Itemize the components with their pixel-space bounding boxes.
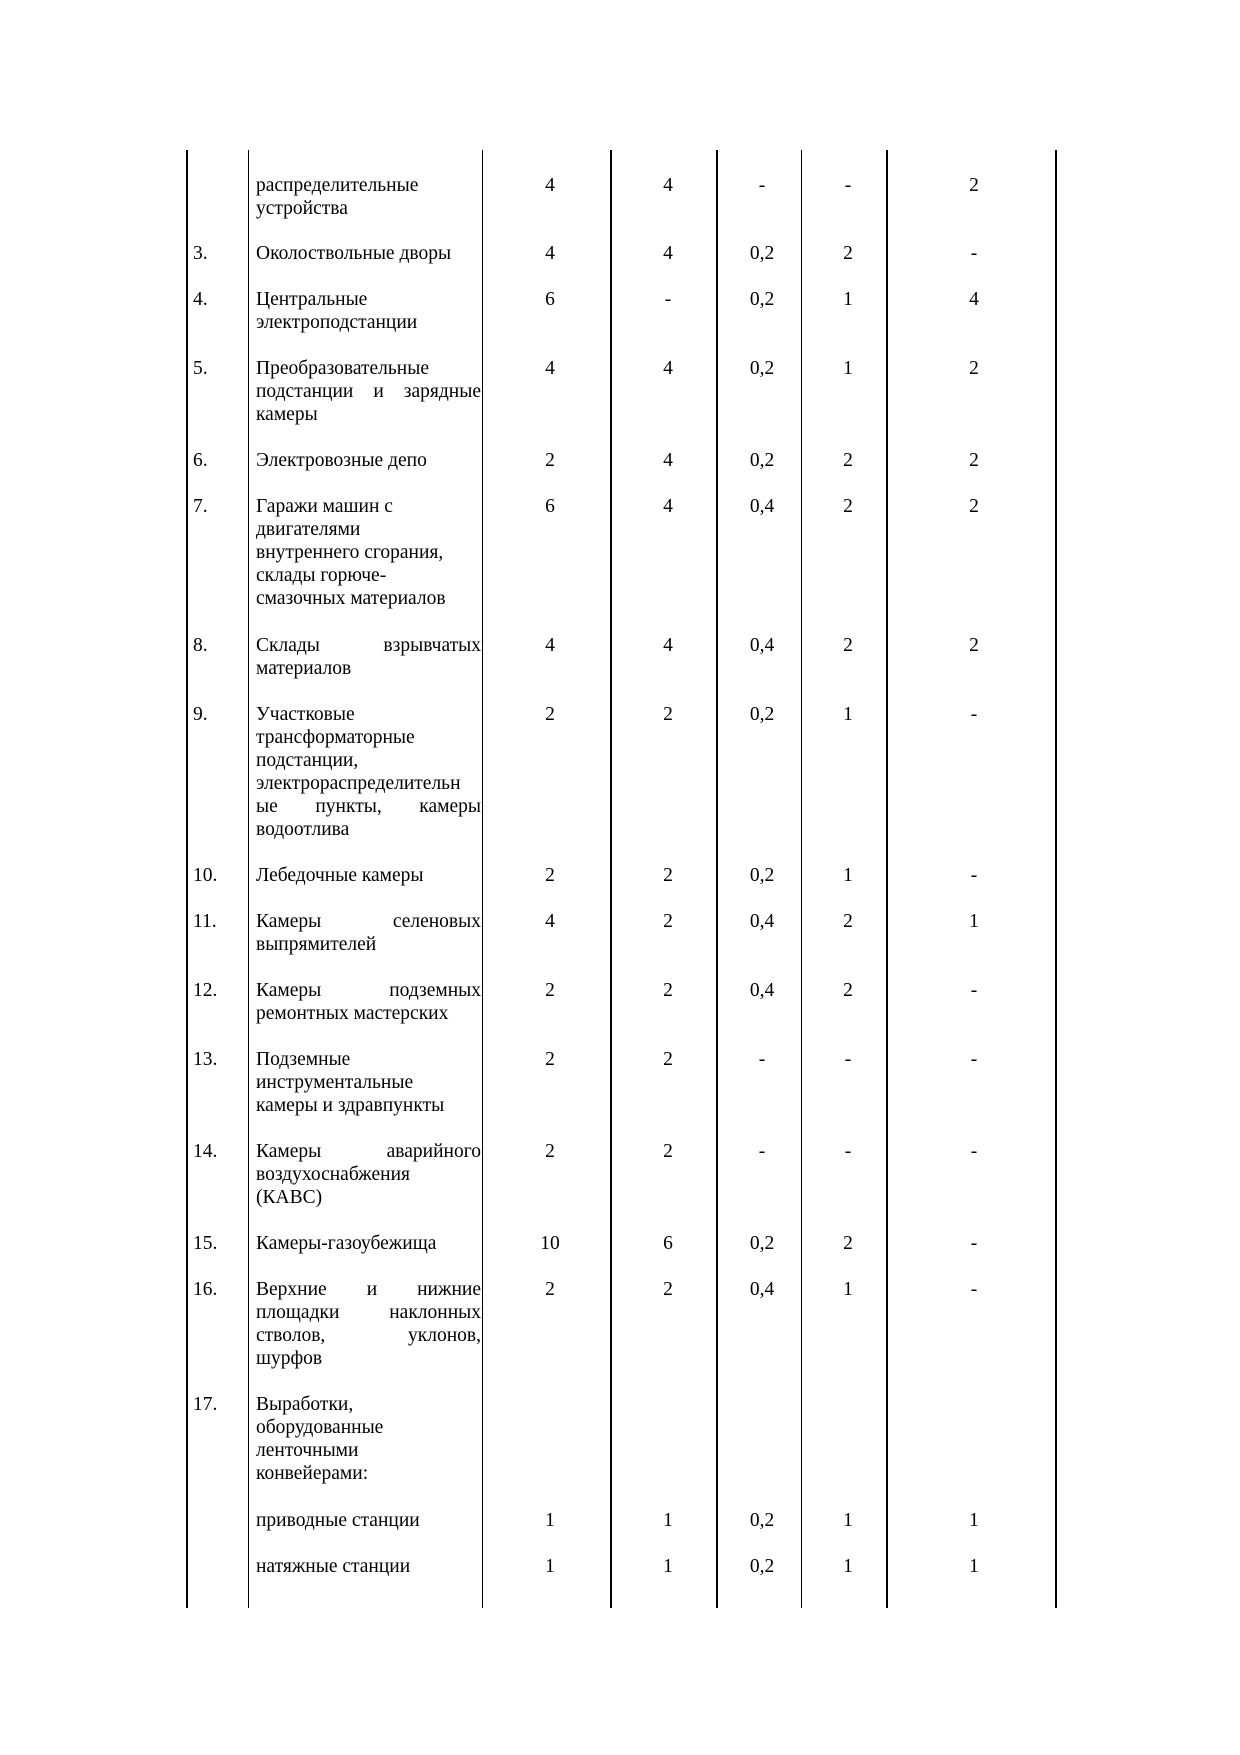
row-name-line: Камеры подземных — [256, 980, 481, 1001]
value-col-3: 0,2 — [749, 865, 775, 886]
row-name-line: водоотлива — [256, 819, 350, 840]
value-col-4: 2 — [843, 635, 853, 656]
value-col-1: 2 — [545, 450, 555, 471]
column-divider-3 — [610, 150, 612, 1608]
value-col-2: 1 — [663, 1556, 673, 1577]
row-name — [256, 288, 481, 334]
row-name — [256, 634, 481, 680]
value-col-1: 2 — [545, 1049, 555, 1070]
value-col-3: 0,2 — [749, 289, 775, 310]
row-name-line: Околоствольные дворы — [256, 243, 452, 264]
value-col-3: 0,4 — [749, 1279, 775, 1300]
column-divider-2 — [482, 150, 483, 1608]
row-name-line: Гаражи машин с — [256, 496, 393, 517]
value-col-3: 0,4 — [749, 980, 775, 1001]
row-name — [256, 1509, 481, 1532]
row-number: 8. — [193, 635, 208, 656]
value-col-2: 2 — [663, 865, 673, 886]
value-col-1: 2 — [545, 1279, 555, 1300]
row-name-line: Центральные — [256, 289, 368, 310]
row-name-line: ленточными — [256, 1440, 359, 1461]
value-col-4: - — [844, 1049, 852, 1070]
value-col-2: 4 — [663, 635, 673, 656]
row-number: 16. — [193, 1279, 218, 1300]
value-col-2: 4 — [663, 175, 673, 196]
row-name-line: воздухоснабжения — [256, 1164, 410, 1185]
value-col-3: 0,2 — [749, 358, 775, 379]
value-col-1: 6 — [545, 496, 555, 517]
value-col-2: - — [664, 289, 672, 310]
row-name-line: шурфов — [256, 1348, 323, 1369]
value-col-5: 1 — [969, 911, 979, 932]
row-name-line: Склады взрывчатых — [256, 635, 481, 656]
value-col-2: 1 — [663, 1510, 673, 1531]
value-col-5: - — [970, 1279, 978, 1300]
row-name-line: Преобразовательные — [256, 358, 429, 379]
value-col-3: 0,4 — [749, 911, 775, 932]
value-col-2: 6 — [663, 1233, 673, 1254]
table-border-left — [186, 150, 188, 1608]
row-number: 13. — [193, 1049, 218, 1070]
row-name — [256, 1232, 481, 1255]
value-col-3: - — [758, 175, 766, 196]
value-col-3: 0,2 — [749, 243, 775, 264]
row-name — [256, 242, 481, 265]
value-col-4: 1 — [843, 358, 853, 379]
row-number: 15. — [193, 1233, 218, 1254]
row-name-line: материалов — [256, 658, 352, 679]
row-number: 4. — [193, 289, 208, 310]
value-col-1: 2 — [545, 1141, 555, 1162]
row-name-line: Электровозные депо — [256, 450, 427, 471]
row-number: 17. — [193, 1394, 218, 1415]
value-col-1: 10 — [540, 1233, 560, 1254]
value-col-4: 1 — [843, 1279, 853, 1300]
row-name-line: двигателями — [256, 519, 361, 540]
row-name-line: Лебедочные камеры — [256, 865, 424, 886]
value-col-3: - — [758, 1141, 766, 1162]
value-col-1: 2 — [545, 865, 555, 886]
row-name-line: электроподстанции — [256, 312, 418, 333]
value-col-4: - — [844, 175, 852, 196]
column-divider-1 — [248, 150, 249, 1608]
row-name-line: выпрямителей — [256, 934, 377, 955]
value-col-2: 4 — [663, 496, 673, 517]
row-name-line: натяжные станции — [256, 1556, 411, 1577]
row-name-line: ые пункты, камеры — [256, 796, 481, 817]
row-number: 11. — [193, 911, 217, 932]
value-col-1: 4 — [545, 243, 555, 264]
row-name — [256, 495, 481, 610]
value-col-4: 1 — [843, 1510, 853, 1531]
value-col-3: 0,4 — [749, 635, 775, 656]
row-name-line: камеры и здравпункты — [256, 1095, 445, 1116]
row-name-line: Камеры-газоубежища — [256, 1233, 437, 1254]
row-name-line: инструментальные — [256, 1072, 414, 1093]
row-name-line: склады горюче- — [256, 565, 387, 586]
value-col-3: 0,2 — [749, 450, 775, 471]
value-col-5: - — [970, 865, 978, 886]
row-name-line: конвейерами: — [256, 1463, 369, 1484]
row-name — [256, 449, 481, 472]
row-name-line: ремонтных мастерских — [256, 1003, 449, 1024]
row-name-line: (КАВС) — [256, 1187, 323, 1208]
row-name-line: устройства — [256, 198, 348, 219]
row-name-line: Камеры аварийного — [256, 1141, 481, 1162]
value-col-1: 6 — [545, 289, 555, 310]
value-col-2: 2 — [663, 1049, 673, 1070]
value-col-4: 1 — [843, 289, 853, 310]
row-name-line: распределительные — [256, 175, 419, 196]
row-name-line: стволов, уклонов, — [256, 1325, 481, 1346]
value-col-4: - — [844, 1141, 852, 1162]
value-col-4: 1 — [843, 865, 853, 886]
value-col-2: 4 — [663, 450, 673, 471]
row-name-line: подстанции и зарядные — [256, 381, 481, 402]
row-name-line: электрораспределительн — [256, 773, 461, 794]
value-col-2: 2 — [663, 1141, 673, 1162]
value-col-5: - — [970, 980, 978, 1001]
value-col-3: 0,2 — [749, 1556, 775, 1577]
value-col-4: 1 — [843, 1556, 853, 1577]
value-col-1: 2 — [545, 980, 555, 1001]
value-col-5: - — [970, 1141, 978, 1162]
value-col-4: 2 — [843, 496, 853, 517]
value-col-5: 2 — [969, 635, 979, 656]
value-col-5: 2 — [969, 450, 979, 471]
value-col-1: 4 — [545, 911, 555, 932]
value-col-3: 0,2 — [749, 704, 775, 725]
row-name — [256, 357, 481, 426]
value-col-4: 2 — [843, 980, 853, 1001]
table-border-right — [1055, 150, 1057, 1608]
row-name-line: внутреннего сгорания, — [256, 542, 444, 563]
row-name — [256, 1140, 481, 1209]
value-col-1: 4 — [545, 175, 555, 196]
row-name-line: Выработки, — [256, 1394, 354, 1415]
value-col-1: 4 — [545, 635, 555, 656]
value-col-2: 2 — [663, 1279, 673, 1300]
value-col-1: 4 — [545, 358, 555, 379]
row-number: 6. — [193, 450, 208, 471]
value-col-5: 1 — [969, 1556, 979, 1577]
value-col-4: 2 — [843, 911, 853, 932]
row-name-line: оборудованные — [256, 1417, 384, 1438]
value-col-2: 4 — [663, 358, 673, 379]
value-col-3: 0,2 — [749, 1510, 775, 1531]
row-name-line: Подземные — [256, 1049, 351, 1070]
row-number: 9. — [193, 704, 208, 725]
row-name-line: приводные станции — [256, 1510, 420, 1531]
row-name — [256, 174, 481, 220]
value-col-4: 2 — [843, 450, 853, 471]
row-number: 3. — [193, 243, 208, 264]
row-number: 12. — [193, 980, 218, 1001]
value-col-5: 2 — [969, 175, 979, 196]
value-col-5: 2 — [969, 358, 979, 379]
row-number: 14. — [193, 1141, 218, 1162]
value-col-1: 1 — [545, 1556, 555, 1577]
row-name-line: смазочных материалов — [256, 588, 446, 609]
value-col-4: 2 — [843, 1233, 853, 1254]
row-name — [256, 864, 481, 887]
value-col-4: 1 — [843, 704, 853, 725]
value-col-3: - — [758, 1049, 766, 1070]
column-divider-4 — [716, 150, 718, 1608]
value-col-4: 2 — [843, 243, 853, 264]
row-name-line: Верхние и нижние — [256, 1279, 481, 1300]
row-name — [256, 1393, 481, 1485]
row-number: 7. — [193, 496, 208, 517]
row-name-line: площадки наклонных — [256, 1302, 481, 1323]
row-number: 10. — [193, 865, 218, 886]
value-col-5: - — [970, 243, 978, 264]
row-name — [256, 910, 481, 956]
value-col-5: 4 — [969, 289, 979, 310]
value-col-2: 2 — [663, 980, 673, 1001]
row-name — [256, 1278, 481, 1370]
row-name-line: Камеры селеновых — [256, 911, 481, 932]
value-col-5: - — [970, 1233, 978, 1254]
row-name — [256, 979, 481, 1025]
value-col-1: 1 — [545, 1510, 555, 1531]
value-col-1: 2 — [545, 704, 555, 725]
row-number: 5. — [193, 358, 208, 379]
value-col-2: 2 — [663, 911, 673, 932]
row-name-line: Участковые — [256, 704, 355, 725]
row-name — [256, 1048, 481, 1117]
value-col-5: - — [970, 1049, 978, 1070]
row-name-line: трансформаторные — [256, 727, 415, 748]
value-col-2: 2 — [663, 704, 673, 725]
row-name-line: подстанции, — [256, 750, 359, 771]
row-name — [256, 1555, 481, 1578]
row-name-line: камеры — [256, 404, 318, 425]
value-col-3: 0,4 — [749, 496, 775, 517]
value-col-5: - — [970, 704, 978, 725]
row-name — [256, 703, 481, 841]
value-col-2: 4 — [663, 243, 673, 264]
value-col-5: 2 — [969, 496, 979, 517]
value-col-3: 0,2 — [749, 1233, 775, 1254]
value-col-5: 1 — [969, 1510, 979, 1531]
